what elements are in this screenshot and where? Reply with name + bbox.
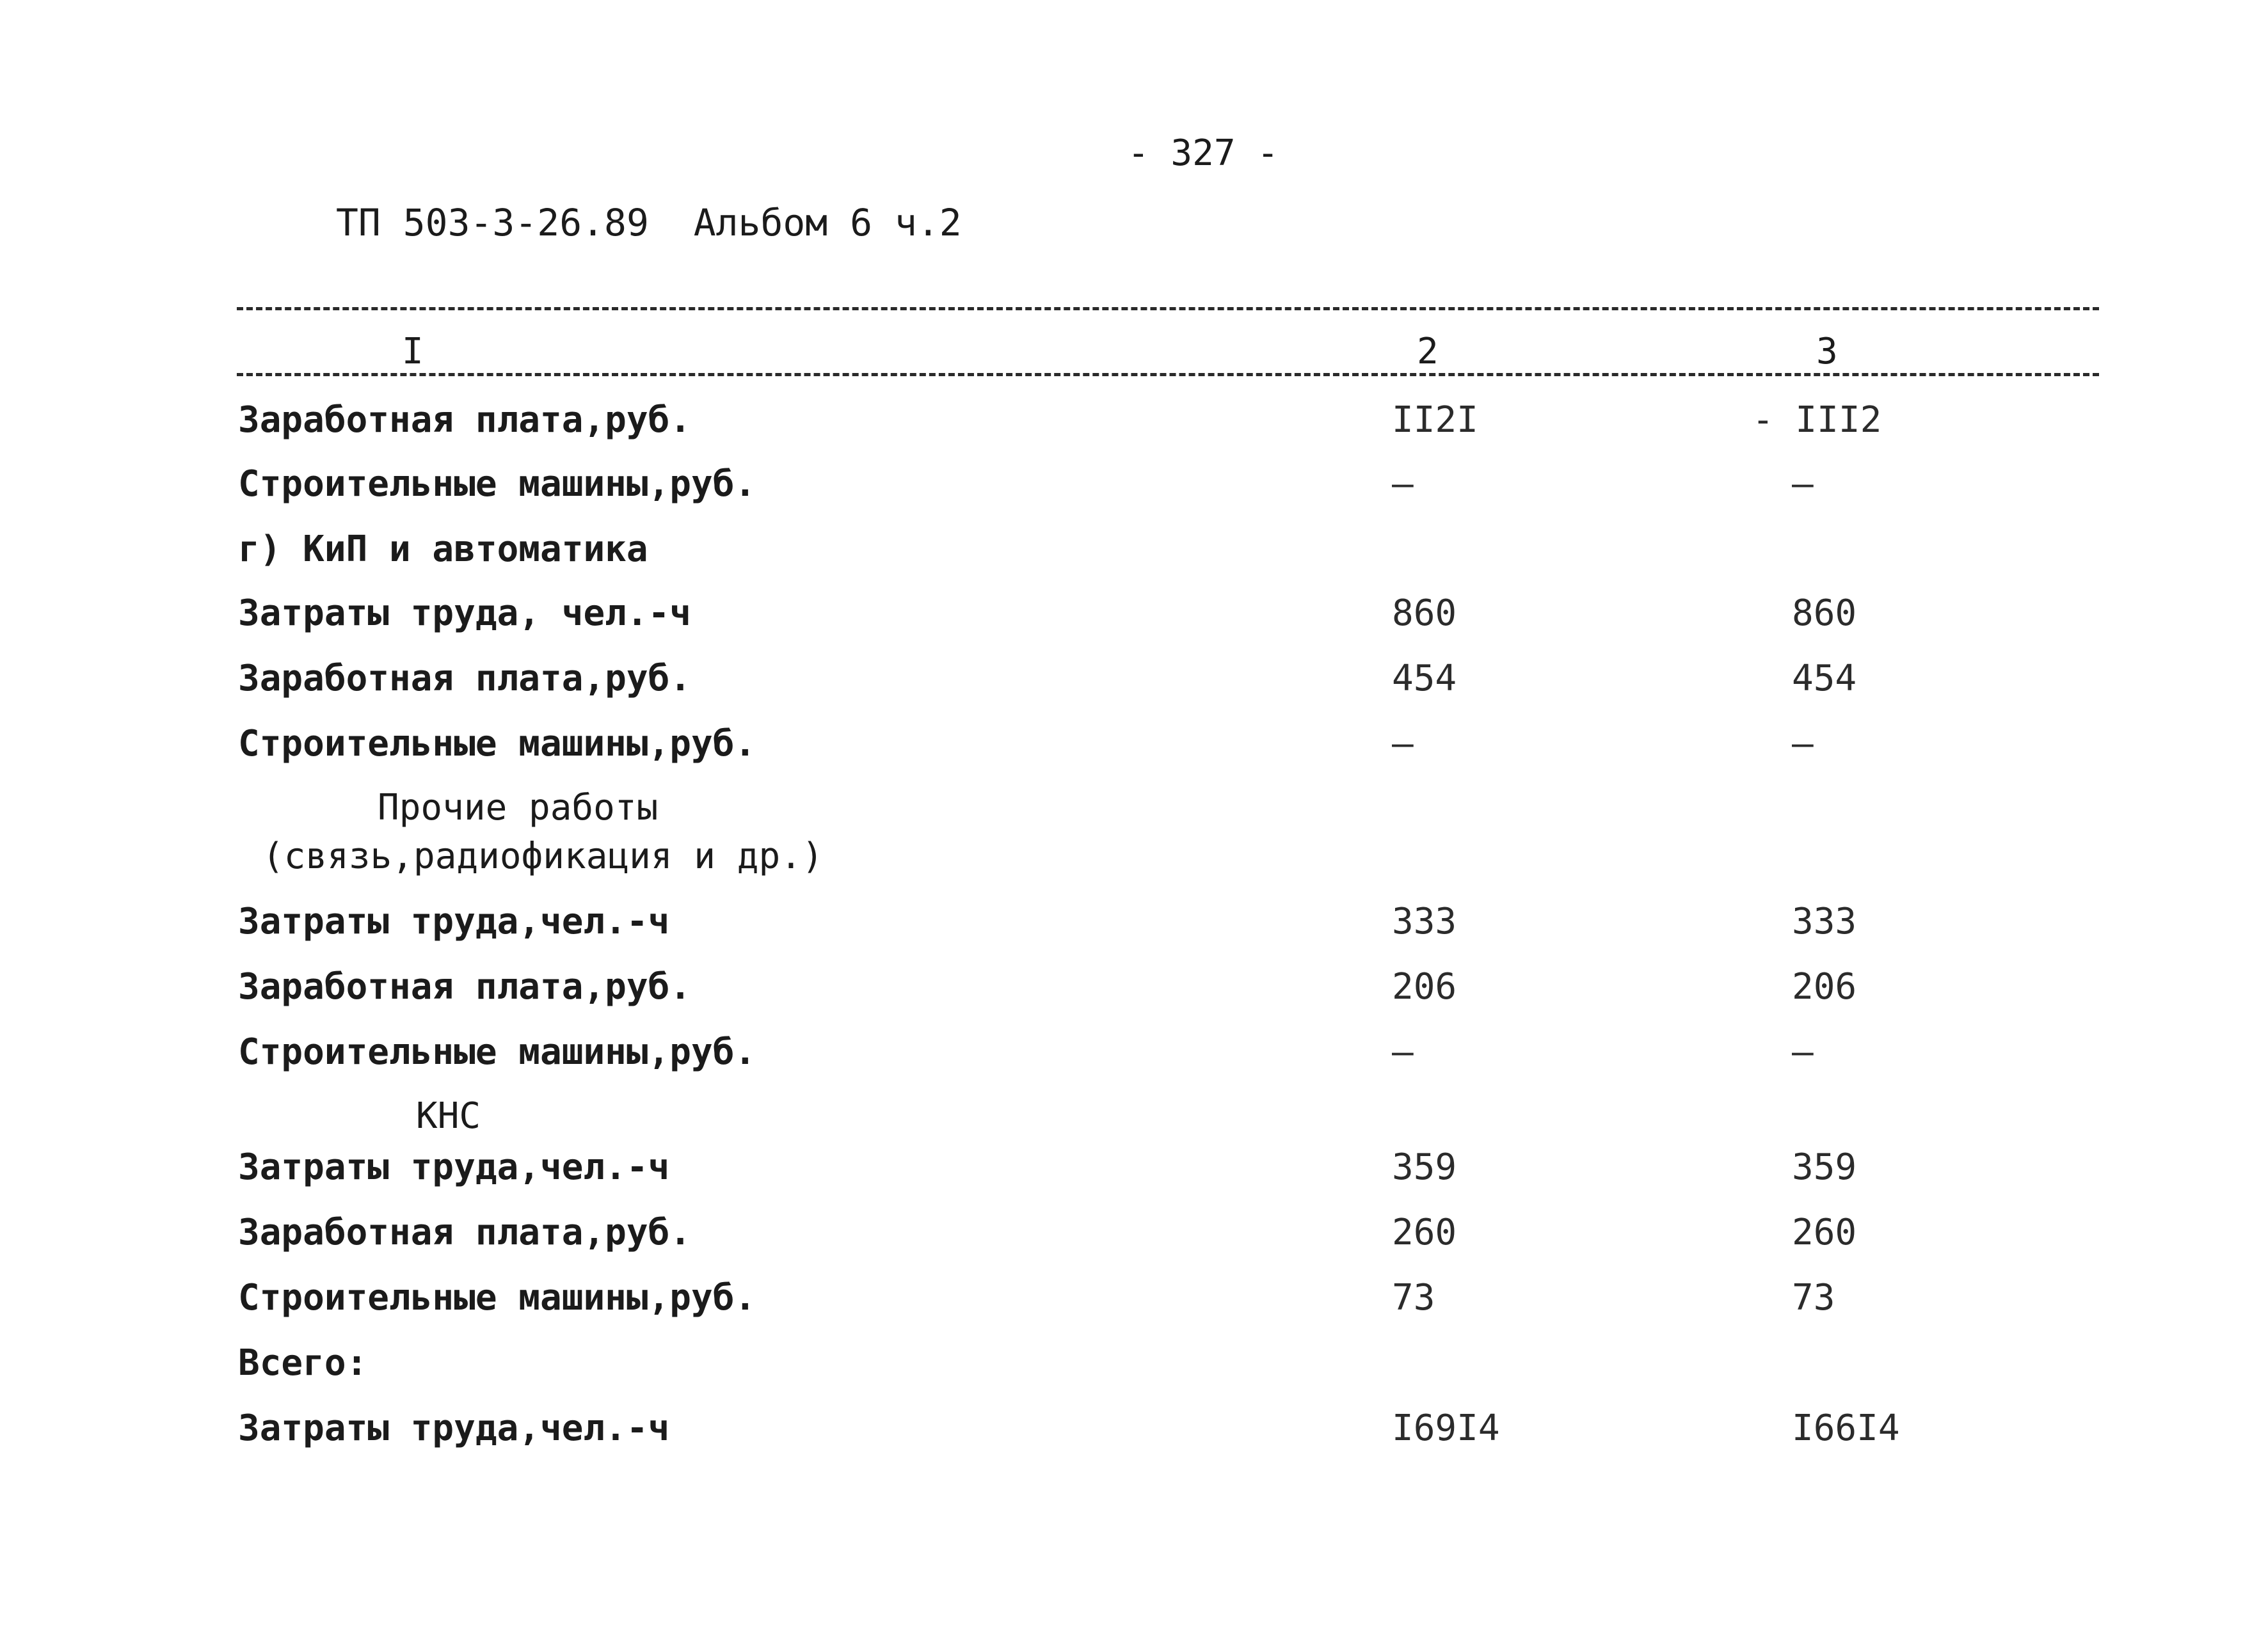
- row-value-col3: I66I4: [1792, 1407, 1900, 1449]
- row-value-col2: 260: [1392, 1212, 1457, 1253]
- row-value-col2: I69I4: [1392, 1407, 1500, 1449]
- row-value-col3: –: [1792, 1031, 1814, 1073]
- row-value-col2: 333: [1392, 901, 1457, 942]
- row-label: Заработная плата,руб.: [238, 658, 692, 699]
- row-value-col3: –: [1792, 463, 1814, 505]
- table-row: [0, 1204, 2268, 1268]
- section-heading: г) КиП и автоматика: [238, 528, 648, 570]
- table-row: [0, 958, 2268, 1022]
- row-value-col2: –: [1392, 1031, 1414, 1073]
- row-label: Строительные машины,руб.: [238, 1031, 756, 1073]
- table-row: [0, 828, 2268, 892]
- row-label: Затраты труда,чел.-ч: [238, 1146, 670, 1188]
- row-value-col2: 206: [1392, 966, 1457, 1008]
- table-row: [0, 585, 2268, 649]
- table-header-rule: [237, 373, 2099, 376]
- row-label: Строительные машины,руб.: [238, 1277, 756, 1319]
- table-row: [0, 1024, 2268, 1088]
- table-row: [0, 1139, 2268, 1203]
- row-label: Строительные машины,руб.: [238, 463, 756, 505]
- section-heading: КНС: [416, 1095, 481, 1137]
- row-value-col3: –: [1792, 723, 1814, 765]
- row-label: Строительные машины,руб.: [238, 723, 756, 765]
- row-label: Заработная плата,руб.: [238, 1212, 692, 1253]
- section-heading: Прочие работы: [378, 787, 659, 828]
- column-header-1: I: [402, 331, 424, 372]
- row-value-col2: II2I: [1392, 399, 1478, 441]
- row-label: Затраты труда,чел.-ч: [238, 901, 670, 942]
- table-row: [0, 715, 2268, 779]
- table-row: [0, 1400, 2268, 1464]
- row-value-col3: 73: [1792, 1277, 1835, 1319]
- row-value-col2: 359: [1392, 1146, 1457, 1188]
- table-row: [0, 456, 2268, 519]
- row-value-col3: 206: [1792, 966, 1857, 1008]
- table-row: [0, 650, 2268, 714]
- row-label: Затраты труда, чел.-ч: [238, 592, 692, 634]
- row-value-col3: 454: [1792, 658, 1857, 699]
- page-number: - 327 -: [1127, 132, 1279, 174]
- column-header-3: 3: [1816, 331, 1838, 372]
- table-top-rule: [237, 307, 2099, 310]
- row-label: Заработная плата,руб.: [238, 966, 692, 1008]
- row-value-col3: 359: [1792, 1146, 1857, 1188]
- row-value-col2: –: [1392, 463, 1414, 505]
- row-value-col2: 73: [1392, 1277, 1435, 1319]
- table-row: [0, 1335, 2268, 1399]
- row-value-col3: 333: [1792, 901, 1857, 942]
- table-row: [0, 521, 2268, 585]
- row-value-col3: 860: [1792, 592, 1857, 634]
- table-row: [0, 1269, 2268, 1333]
- section-subheading: (связь,радиофикация и др.): [262, 836, 824, 877]
- row-value-col2: 860: [1392, 592, 1457, 634]
- column-header-2: 2: [1417, 331, 1439, 372]
- row-value-col2: 454: [1392, 658, 1457, 699]
- table-row: [0, 893, 2268, 957]
- document-reference: ТП 503-3-26.89 Альбом 6 ч.2: [336, 201, 962, 244]
- row-label: Затраты труда,чел.-ч: [238, 1407, 670, 1449]
- row-value-col3: - III2: [1752, 399, 1882, 441]
- section-heading: Всего:: [238, 1342, 368, 1384]
- row-value-col3: 260: [1792, 1212, 1857, 1253]
- row-value-col2: –: [1392, 723, 1414, 765]
- row-label: Заработная плата,руб.: [238, 399, 692, 441]
- table-row: [0, 392, 2268, 456]
